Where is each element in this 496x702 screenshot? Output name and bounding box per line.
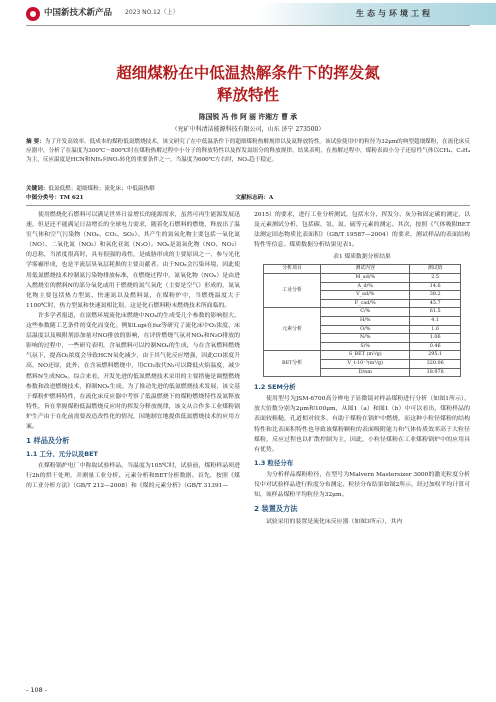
table-cell: F_cad/% (321, 299, 410, 308)
table-cell: H/% (321, 317, 410, 326)
abstract-text: 为了开发高效率、低成本的煤粉低氮燃烧技术，该文研究了在中低温条件下的超细煤粉热解规律以及氮释放特性。该试验使用中的粒径为32μm的典型超细煤粉，在流化床反应器中，分析了在温度为300℃～800℃时在煤粉热解过程中小分子的释放特性以及挥发氮组分的释放规律。结果表明，在热解过程中，煤粉表面小分子还原性气体以CH₄、C₂H₄为主，反应温度是HCN和NH₃向NO₂转化的重要条件之一，当温度为600℃左右时，NOₓ趋于稳定。 (26, 139, 470, 164)
paper-title-line2: 释放特性 (216, 86, 279, 104)
table-group-cell: 元素分析 (264, 308, 321, 351)
intro-paragraph-2: 许多学者报道，在富燃环境流化床燃烧中NOₓ的生成受几个参数的影响很大，这些参数随工艺条件的变化而变化。例如Lupi在fsz等研究了流化床中O₂浓度、床层温度以及吸附剂添加量对NO排放的影响，在评价燃烧气氛对NOₓ和N₂O排放的影响的过程中，一些研究表明，含氧燃料可以控制NOₓ的生成，与在含氧燃料燃烧气氛下，提高O₂浓度会导致HCN氧化减少，由于其气化反应增强，因此CO浓度升高，NO还原，此外，在含氧燃料燃烧中，用CO₂取代N₂可以降低火焰温度，减少燃料N生成NOₓ。综合来看，开发先进的低氮燃烧技术采用的主要措施是调整燃烧参数和改进燃烧技术，抑制NOₓ生成。为了推动先进的低氮燃烧技术发展，该文基于煤粉炉燃料特性，在流化床反应器中考察了低温燃烧下的煤粉燃烧特性及氮释放特性，旨在掌握煤粉低温燃烧反应时的挥发分释放规律，该文从合作多工业煤粉锅炉生产由于在化前需要改造改性化的情况，因地制宜地提供低氮燃烧技术的应用方案。 (26, 312, 240, 430)
table-cell: 2.5 (410, 274, 461, 283)
table-cell: V_t·10⁻³(m³/g) (321, 360, 410, 369)
table-cell: M_ad/% (321, 274, 410, 283)
table-cell: 61.5 (410, 308, 461, 317)
doc-code (235, 195, 273, 201)
intro-paragraph-1: 使用燃烧化石燃料可以满足世界日益增长的能源需求，虽然可再生能源发展迅速，但是还不能满足日益增长的全球电力需求，随着化石燃料的燃烧，释放出了温室气体和空气污染物（NOₓ、CO₂、SO₂）。其产生的氮氧化物主要包括一氧化氮（NO）、二氧化氮（NO₂）和氧化亚氮（N₂O）。NOₓ是氮氧化物（NO、NO₂）的总称，当浓度很高时，具有很强的毒性，是威胁形成的主要原因之一，参与光化学雾霾形成，也是平流层臭氧层耗损的主要贡献者。由于NOₓ会污染环境，因此使用低氮燃烧技术控制氮污染物排放标准，在燃烧过程中，氮氧化物（NOₓ）是由进入燃烧室的燃料N的部分氧化或用于燃烧的氮气氧化（主要是空气）形成的，氮氧化物主要包括热力型氮、快速氮以及燃料氮，在煤粉炉中，当燃烧温度大于1100℃时，热力型氮和快速氮相比很，这是化石燃料粉末燃烧技术所面临的。 (26, 212, 240, 309)
header-rule (26, 25, 470, 26)
section-1-2-heading: 1.2 SEM分析 (254, 383, 296, 392)
table-cell: C/% (321, 308, 410, 317)
paper-authors: 陈国锐 冯 伟 阿 丽 许湘方 曹 承 (198, 113, 298, 121)
coal-analysis-table (263, 264, 461, 377)
table-header-cell: 测试内容 (321, 265, 410, 274)
table-cell: 295.1 (410, 351, 461, 360)
table-cell: 4.1 (410, 317, 461, 326)
table-row (264, 308, 461, 317)
journal-name: 中国新技术新产品 (44, 8, 113, 18)
doc-value: A (268, 195, 274, 201)
table-cell: 0.46 (410, 342, 461, 351)
table-cell: 45.7 (410, 299, 461, 308)
table-cell: V_ad/% (321, 291, 410, 300)
table-cell: 320.06 (410, 360, 461, 369)
paper-title (20, 62, 476, 106)
table-cell: 1.06 (410, 334, 461, 343)
table-cell: N/% (321, 334, 410, 343)
section-1-heading: 1 样品及分析 (26, 436, 70, 446)
page-number: - 108 - (26, 686, 48, 694)
abstract-label: 摘 要： (26, 139, 45, 145)
left-column (26, 210, 240, 492)
table-row (264, 274, 461, 283)
clc-label: 中图分类号： (26, 195, 60, 201)
table-header-cell: 测试值 (410, 265, 461, 274)
section-2-heading: 2 装置及方法 (254, 504, 298, 514)
journal-logo-icon (26, 7, 40, 21)
table-caption: 表1 煤质数据分析结果 (333, 254, 391, 261)
paper-affiliation: （兖矿中科清洁能源科技有限公司，山东 济宁 273500） (171, 126, 325, 133)
section-1-3-heading: 1.3 粒径分布 (254, 458, 294, 467)
table-cell: A_d/% (321, 282, 410, 291)
column-name: 生态与环境工程 (356, 8, 433, 18)
table-row (264, 351, 461, 360)
right-column (254, 210, 470, 527)
keywords-label: 关键词： (26, 186, 49, 192)
table-header-row (264, 265, 461, 274)
section-2-paragraph: 试验采用的装置是流化床反应器（如图3所示），其内 (266, 519, 403, 526)
section-1-3-paragraph: 为分析样品煤粉粒径，在型号为Malvern Mastersizer 3000的激光粒度分析仪中对试验样品进行粒度分布测定，粒径分布结果如图2所示，经过加权平均计算可知，该样品煤粉平均粒径为32μm。 (254, 471, 470, 499)
table-cell: D/nm (321, 368, 410, 377)
table-group-cell: BET分析 (264, 351, 321, 377)
section-1-1-paragraph: 在煤粉锅炉电厂中称取试验样品，当温度为105℃时，试验前，煤粉样品须进行2h的烘干处理，并测量工业分析、元素分析和BET分析数据。首先，按照《煤的工业分析方法》（GB/T 212—2008）和《煤的元素分析》（GB/T 31391— (26, 463, 240, 490)
table-cell: 14.6 (410, 282, 461, 291)
table-cell: 18.978 (410, 368, 461, 377)
abstract (26, 138, 470, 166)
abstract-rule (26, 205, 470, 206)
table-cell: 38.2 (410, 291, 461, 300)
clc-code (26, 195, 84, 201)
table-group-cell: 工业分析 (264, 274, 321, 308)
section-1-1-heading: 1.1 工分、元分以及BET (26, 450, 98, 459)
table-cell: 1.6 (410, 325, 461, 334)
clc-value: TM 621 (59, 195, 84, 201)
keywords-text: 低氮低燃；超细煤粉；流化床；中低温热解 (48, 186, 155, 192)
keywords (26, 184, 470, 192)
classification-row (26, 193, 470, 201)
table-header-cell: 分析项目 (264, 265, 321, 274)
table-cell: S_BET (m²/g) (321, 351, 410, 360)
table-cell: S/% (321, 342, 410, 351)
doc-label: 文献标志码： (235, 195, 269, 201)
journal-issue: 2023 NO.12（上） (125, 9, 179, 16)
paper-title-line1: 超细煤粉在中低温热解条件下的挥发氮 (116, 64, 380, 82)
section-1-2-paragraph: 使用型号为JSM-6700高分辨电子显微镜对样品煤粉进行分析（如图1所示），放大倍数分别为2μm和100μm，从图1（a）和图1（b）中可以看出，煤粉样品的表面较粗糙，孔道相对较多，有助于煤粉在锅炉中燃烧，而这种小粒径煤粉的结构特性和比表面积特性也导致该煤粉颗粒的表面吸附能力和气体传质效率高于大粒径煤粉，反应过程也以扩散控制为主，因此，小粒径煤粉在工业煤粉锅炉中的应用具有优势。 (254, 396, 470, 453)
section-1-1-continued: 2015）的要求，进行工业分析测试，包括水分、挥发分、灰分和固定碳的测定，以及元素测试分析，包括碳、氢、氮、硫等元素的测定。其次，按照《气体吸附BET法测定固态物质比表面积》（GB/T 19587—2004）的要求，测试样品的表面结构特性等信息。煤质数据分析结果见表1。 (254, 212, 470, 249)
table-cell: O/% (321, 325, 410, 334)
